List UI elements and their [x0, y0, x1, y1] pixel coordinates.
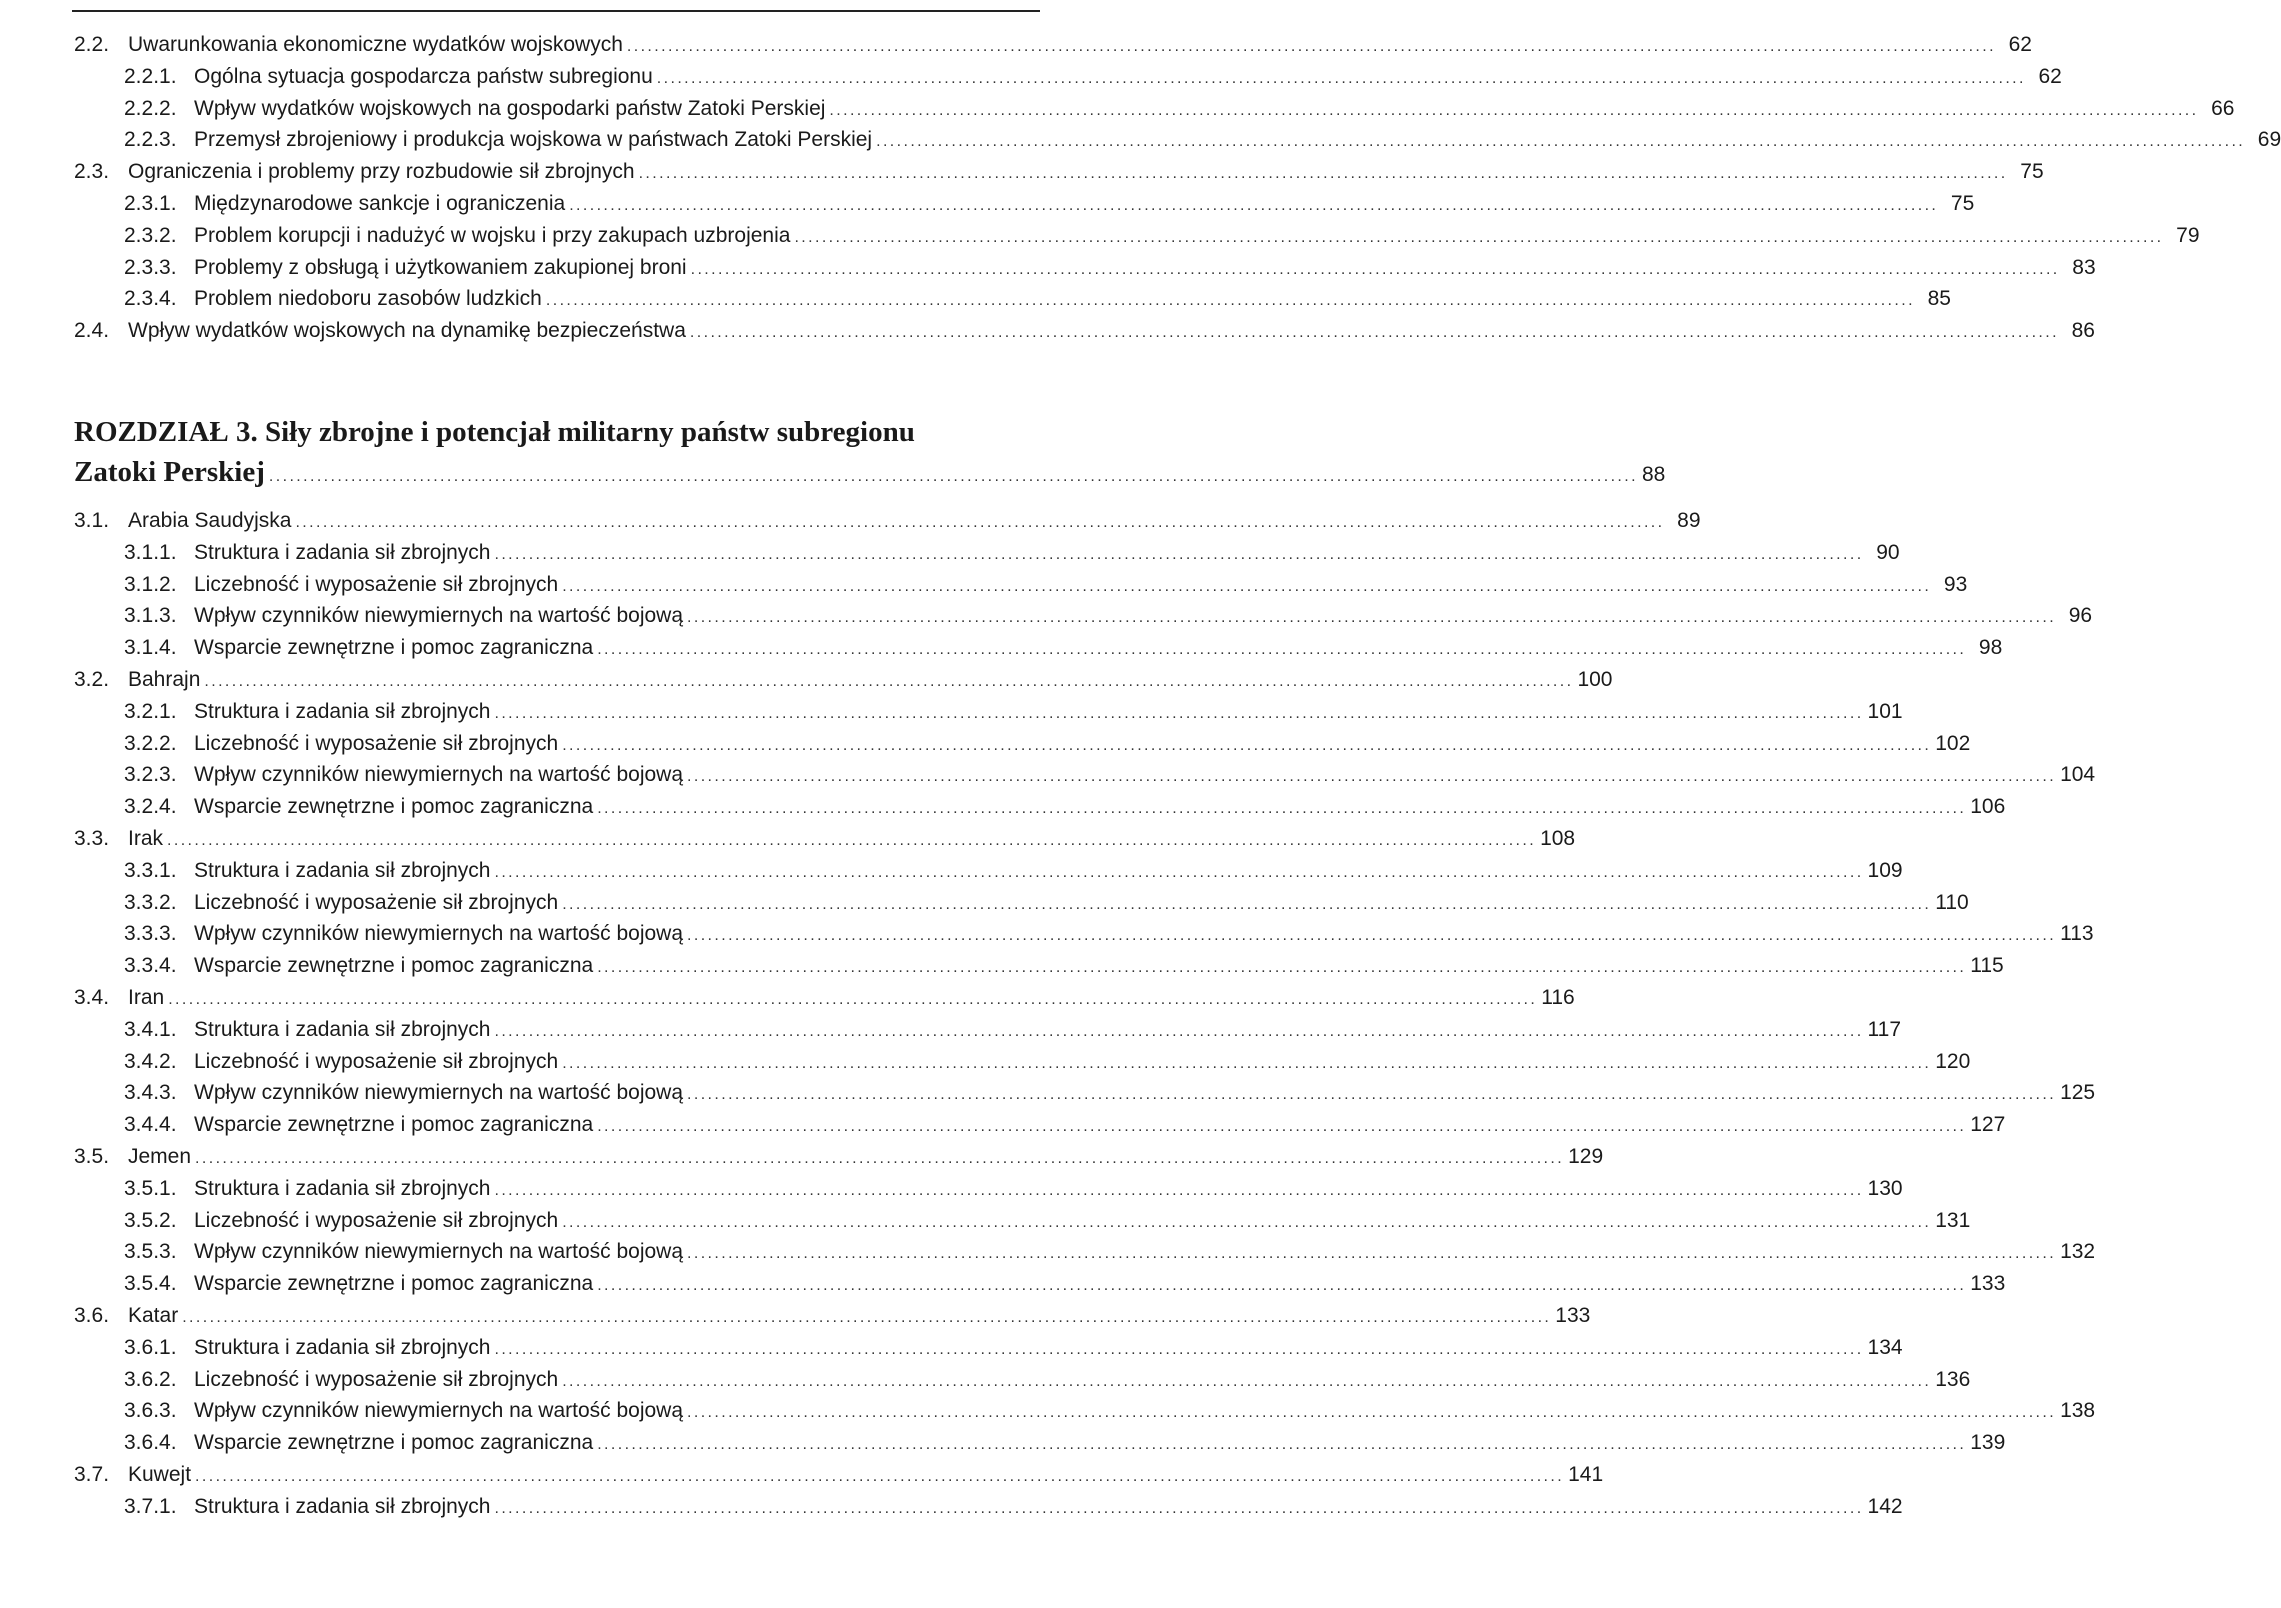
toc-subsection-entry — [124, 1333, 1903, 1363]
toc-entry-page-number: 75 — [1950, 192, 1975, 215]
toc-entry-number: 2.3.3. — [124, 255, 177, 279]
toc-entry-title: Wpływ czynników niewymiernych na wartość bojową — [194, 922, 684, 946]
toc-section-entry — [74, 506, 1701, 536]
toc-section-entry — [74, 157, 2044, 187]
toc-subsection-entry — [124, 125, 2281, 155]
toc-entry-title: Liczebność i wyposażenie sił zbrojnych — [194, 890, 559, 914]
toc-subsection-entry — [124, 62, 2062, 92]
dot-leader: ........................................................................................................................................................................................................ — [597, 1277, 1967, 1295]
toc-entry-title: Wsparcie zewnętrzne i pomoc zagraniczna — [194, 636, 594, 660]
toc-entry-page-number: 104 — [2060, 763, 2096, 787]
toc-entry-title: Struktura i zadania sił zbrojnych — [194, 1335, 491, 1359]
toc-subsection-entry — [124, 1174, 1903, 1204]
toc-subsection-entry — [124, 1428, 2006, 1458]
toc-entry-number: 3.6.1. — [124, 1335, 177, 1359]
toc-entry-page-number: 133 — [1970, 1272, 2006, 1296]
toc-entry-number: 2.3.1. — [124, 192, 177, 215]
toc-entry-number: 3.4.2. — [124, 1049, 177, 1073]
toc-entry-page-number: 117 — [1867, 1017, 1902, 1041]
toc-entry-title: Struktura i zadania sił zbrojnych — [194, 858, 491, 882]
toc-section-entry — [74, 30, 2032, 60]
toc-entry-title: Wpływ czynników niewymiernych na wartość bojową — [194, 1399, 684, 1423]
dot-leader: ........................................................................................................................................................................................................ — [829, 101, 2199, 119]
toc-entry-page-number: 86 — [2071, 319, 2095, 343]
toc-entry-page-number: 131 — [1935, 1208, 1971, 1232]
toc-entry-number: 3.5. — [74, 1145, 110, 1168]
toc-entry-page-number: 85 — [1927, 287, 1951, 311]
toc-entry-page-number: 96 — [2068, 604, 2093, 628]
toc-entry-number: 3.6.2. — [124, 1367, 177, 1391]
toc-entry-number: 3.1. — [74, 509, 110, 532]
dot-leader: ........................................................................................................................................................................................................ — [562, 1213, 1932, 1231]
toc-entry-number: 3.2.4. — [124, 795, 177, 819]
dot-leader: ........................................................................................................................................................................................................ — [687, 609, 2057, 627]
toc-entry-title: Iran — [128, 986, 165, 1009]
toc-entry-page-number: 134 — [1867, 1335, 1903, 1359]
toc-entry-title: Ograniczenia i problemy przy rozbudowie sił zbrojnych — [128, 160, 635, 184]
toc-entry-title: Irak — [128, 827, 164, 850]
dot-leader: ........................................................................................................................................................................................................ — [494, 1022, 1864, 1040]
toc-subsection-entry — [124, 1078, 2096, 1108]
toc-entry-title: Wsparcie zewnętrzne i pomoc zagraniczna — [194, 1272, 594, 1296]
toc-section-entry — [74, 983, 1575, 1013]
chapter-title-line2: Zatoki Perskiej — [74, 456, 265, 488]
toc-entry-title: Problemy z obsługą i użytkowaniem zakupionej broni — [194, 255, 687, 279]
dot-leader: ........................................................................................................................................................................................................ — [656, 69, 2026, 87]
toc-entry-number: 3.7. — [74, 1463, 110, 1486]
toc-entry-title: Wpływ czynników niewymiernych na wartość bojową — [194, 1240, 684, 1264]
toc-entry-number: 2.3.2. — [124, 223, 177, 247]
toc-entry-number: 3.4.3. — [124, 1081, 177, 1105]
toc-entry-number: 3.3.3. — [124, 922, 177, 946]
toc-entry-title: Struktura i zadania sił zbrojnych — [194, 1494, 491, 1518]
toc-subsection-entry — [124, 221, 2200, 251]
toc-entry-number: 2.2.1. — [124, 64, 177, 88]
toc-entry-page-number: 138 — [2060, 1399, 2096, 1423]
dot-leader: ........................................................................................................................................................................................................ — [876, 133, 2246, 151]
toc-subsection-entry — [124, 1396, 2096, 1426]
toc-entry-number: 3.1.3. — [124, 604, 177, 628]
toc-entry-page-number: 116 — [1541, 986, 1575, 1009]
dot-leader: ........................................................................................................................................................................................................ — [562, 736, 1932, 754]
dot-leader: ........................................................................................................................................................................................................ — [182, 1309, 1552, 1326]
toc-entry-title: Wsparcie zewnętrzne i pomoc zagraniczna — [194, 954, 594, 978]
toc-entry-page-number: 83 — [2072, 255, 2096, 279]
dot-leader: ........................................................................................................................................................................................................ — [204, 673, 1574, 690]
toc-entry-page-number: 109 — [1867, 858, 1903, 882]
dot-leader: ........................................................................................................................................................................................................ — [562, 1054, 1932, 1072]
toc-section-entry — [74, 316, 2095, 346]
toc-entry-number: 3.6.4. — [124, 1431, 177, 1455]
dot-leader: ........................................................................................................................................................................................................ — [195, 1150, 1565, 1167]
toc-entry-title: Wpływ wydatków wojskowych na dynamikę bezpieczeństwa — [128, 319, 686, 343]
toc-entry-page-number: 115 — [1970, 954, 2004, 978]
dot-leader: ........................................................................................................................................................................................................ — [689, 324, 2059, 342]
toc-entry-title: Wpływ czynników niewymiernych na wartość bojową — [194, 763, 684, 787]
toc-entry-title: Liczebność i wyposażenie sił zbrojnych — [194, 731, 559, 755]
toc-entry-number: 3.5.4. — [124, 1272, 177, 1296]
toc-entry-page-number: 125 — [2060, 1081, 2096, 1105]
toc-entry-number: 3.7.1. — [124, 1494, 177, 1518]
dot-leader: ........................................................................................................................................................................................................ — [562, 577, 1932, 595]
dot-leader: ........................................................................................................................................................................................................ — [195, 1468, 1565, 1485]
toc-entry-number: 3.4.1. — [124, 1017, 177, 1041]
dot-leader: ........................................................................................................................................................................................................ — [597, 641, 1967, 659]
chapter-title-line1: ROZDZIAŁ 3. Siły zbrojne i potencjał militarny państw subregionu — [74, 416, 915, 448]
toc-entry-title: Wpływ wydatków wojskowych na gospodarki państw Zatoki Perskiej — [194, 96, 826, 120]
toc-entry-number: 2.2.2. — [124, 96, 177, 120]
toc-entry-page-number: 142 — [1867, 1494, 1903, 1518]
toc-entry-page-number: 141 — [1568, 1463, 1604, 1486]
toc-entry-number: 3.1.4. — [124, 636, 177, 660]
toc-entry-title: Struktura i zadania sił zbrojnych — [194, 699, 491, 723]
toc-entry-number: 3.3.2. — [124, 890, 177, 914]
toc-subsection-entry — [124, 1015, 1902, 1045]
toc-entry-number: 3.3.4. — [124, 954, 177, 978]
toc-subsection-entry — [124, 284, 1951, 314]
dot-leader: ........................................................................................................................................................................................................ — [687, 1086, 2057, 1104]
dot-leader: ........................................................................................................................................................................................................ — [626, 38, 1996, 55]
toc-entry-page-number: 127 — [1970, 1113, 2006, 1137]
toc-subsection-entry — [124, 538, 1900, 568]
toc-entry-title: Wsparcie zewnętrzne i pomoc zagraniczna — [194, 795, 594, 819]
toc-entry-page-number: 136 — [1935, 1367, 1971, 1391]
dot-leader: ........................................................................................................................................................................................................ — [494, 545, 1864, 563]
toc-entry-page-number: 139 — [1970, 1431, 2006, 1455]
dot-leader: ........................................................................................................................................................................................................ — [569, 197, 1939, 214]
toc-section-entry — [74, 824, 1576, 854]
toc-entry-title: Problem korupcji i nadużyć w wojsku i przy zakupach uzbrojenia — [194, 223, 791, 247]
toc-entry-number: 3.5.3. — [124, 1240, 177, 1264]
toc-entry-title: Katar — [128, 1304, 179, 1327]
toc-entry-number: 2.3. — [74, 160, 110, 184]
dot-leader: ........................................................................................................................................................................................................ — [494, 863, 1864, 881]
toc-entry-number: 2.2. — [74, 33, 110, 56]
chapter-heading — [74, 412, 1666, 497]
toc-section-entry — [74, 665, 1613, 695]
toc-entry-page-number: 110 — [1935, 890, 1969, 914]
toc-entry-title: Wsparcie zewnętrzne i pomoc zagraniczna — [194, 1431, 594, 1455]
dot-leader: ........................................................................................................................................................................................................ — [494, 704, 1864, 722]
toc-entry-number: 3.5.1. — [124, 1176, 177, 1200]
toc-entry-title: Wpływ czynników niewymiernych na wartość bojową — [194, 1081, 684, 1105]
toc-entry-title: Wsparcie zewnętrzne i pomoc zagraniczna — [194, 1113, 594, 1137]
dot-leader: ........................................................................................................................................................................................................ — [687, 1404, 2057, 1422]
dot-leader: ........................................................................................................................................................................................................ — [687, 1245, 2057, 1263]
dot-leader: ........................................................................................................................................................................................................ — [597, 800, 1967, 818]
dot-leader: ........................................................................................................................................................................................................ — [597, 959, 1967, 977]
toc-entry-number: 3.2. — [74, 668, 110, 691]
dot-leader: ........................................................................................................................................................................................................ — [562, 895, 1932, 913]
toc-entry-page-number: 129 — [1568, 1145, 1604, 1168]
toc-entry-page-number: 130 — [1867, 1176, 1903, 1200]
toc-subsection-entry — [124, 601, 2093, 631]
toc-subsection-entry — [124, 1269, 2006, 1299]
toc-entry-page-number: 75 — [2020, 160, 2044, 184]
toc-subsection-entry — [124, 951, 2004, 981]
dot-leader: ........................................................................................................................................................................................................ — [794, 228, 2164, 246]
toc-entry-number: 3.1.1. — [124, 540, 177, 564]
toc-entry-title: Uwarunkowania ekonomiczne wydatków wojskowych — [128, 33, 623, 56]
toc-subsection-entry — [124, 189, 1975, 219]
dot-leader: ........................................................................................................................................................................................................ — [167, 832, 1537, 849]
dot-leader: ........................................................................................................................................................................................................ — [687, 927, 2057, 945]
dot-leader: ........................................................................................................................................................................................................ — [168, 991, 1538, 1008]
toc-subsection-entry — [124, 729, 1971, 759]
toc-subsection-entry — [124, 856, 1903, 886]
toc-entry-number: 3.6.3. — [124, 1399, 177, 1423]
toc-entry-number: 3.3.1. — [124, 858, 177, 882]
toc-entry-title: Przemysł zbrojeniowy i produkcja wojskowa w państwach Zatoki Perskiej — [194, 128, 873, 152]
toc-entry-number: 3.2.1. — [124, 699, 177, 723]
toc-entry-page-number: 79 — [2176, 223, 2200, 247]
toc-entry-title: Jemen — [128, 1145, 192, 1168]
toc-entry-title: Międzynarodowe sankcje i ograniczenia — [194, 192, 566, 215]
toc-subsection-entry — [124, 1492, 1903, 1522]
toc-entry-page-number: 106 — [1970, 795, 2006, 819]
toc-entry-number: 3.3. — [74, 827, 110, 850]
toc-section-entry — [74, 1460, 1604, 1490]
toc-entry-page-number: 62 — [2038, 64, 2062, 88]
dot-leader: ........................................................................................................................................................................................................ — [562, 1372, 1932, 1390]
toc-entry-page-number: 100 — [1577, 668, 1613, 691]
toc-entry-page-number: 90 — [1876, 540, 1900, 564]
chapter-page-number: 88 — [1641, 463, 1666, 486]
toc-entry-title: Ogólna sytuacja gospodarcza państw subregionu — [194, 64, 653, 88]
toc-subsection-entry — [124, 570, 1968, 600]
toc-entry-page-number: 93 — [1943, 572, 1968, 596]
toc-subsection-entry — [124, 1047, 1971, 1077]
toc-subsection-entry — [124, 253, 2096, 283]
toc-entry-number: 2.2.3. — [124, 128, 177, 152]
dot-leader: ........................................................................................................................................................................................................ — [597, 1118, 1967, 1136]
toc-subsection-entry — [124, 94, 2235, 124]
toc-subsection-entry — [124, 1110, 2006, 1140]
toc-entry-page-number: 66 — [2211, 96, 2235, 120]
toc-subsection-entry — [124, 1237, 2096, 1267]
toc-entry-number: 3.6. — [74, 1304, 110, 1327]
dot-leader: ........................................................................................................................................................................................................ — [638, 165, 2008, 183]
dot-leader: ........................................................................................................................................................................................................ — [597, 1436, 1967, 1454]
toc-entry-number: 3.5.2. — [124, 1208, 177, 1232]
toc-entry-page-number: 102 — [1935, 731, 1971, 755]
toc-entry-title: Problem niedoboru zasobów ludzkich — [194, 287, 542, 311]
toc-subsection-entry — [124, 1206, 1971, 1236]
toc-entry-title: Struktura i zadania sił zbrojnych — [194, 1176, 491, 1200]
toc-entry-title: Liczebność i wyposażenie sił zbrojnych — [194, 572, 559, 596]
toc-entry-number: 3.4.4. — [124, 1113, 177, 1137]
dot-leader: ........................................................................................................................................................................................................ — [545, 292, 1915, 310]
dot-leader: ........................................................................................................................................................................................................ — [494, 1499, 1864, 1517]
toc-entry-number: 2.3.4. — [124, 287, 177, 311]
toc-entry-page-number: 108 — [1540, 827, 1576, 850]
toc-entry-title: Kuwejt — [128, 1463, 192, 1486]
dot-leader: ........................................................................................................................................................................................................ — [690, 260, 2060, 278]
toc-entry-title: Arabia Saudyjska — [128, 509, 292, 532]
toc-entry-title: Struktura i zadania sił zbrojnych — [194, 540, 491, 564]
toc-entry-number: 3.1.2. — [124, 572, 177, 596]
dot-leader: ........................................................................................................................................................................................................ — [687, 768, 2057, 786]
toc-entry-title: Liczebność i wyposażenie sił zbrojnych — [194, 1049, 559, 1073]
toc-entry-page-number: 62 — [2008, 33, 2032, 56]
toc-subsection-entry — [124, 792, 2006, 822]
toc-entry-title: Wpływ czynników niewymiernych na wartość bojową — [194, 604, 684, 628]
dot-leader: ........................................................................................................................................................................................................ — [295, 514, 1665, 531]
toc-entry-page-number: 98 — [1978, 636, 2003, 660]
toc-subsection-entry — [124, 888, 1969, 918]
toc-entry-page-number: 89 — [1677, 509, 1701, 532]
toc-entry-number: 3.4. — [74, 986, 110, 1009]
top-rule — [72, 10, 1040, 12]
toc-entry-number: 3.2.3. — [124, 763, 177, 787]
toc-entry-page-number: 69 — [2257, 128, 2281, 152]
toc-entry-number: 2.4. — [74, 319, 110, 343]
toc-entry-page-number: 101 — [1867, 699, 1903, 723]
dot-leader: ........................................................................................................................................................................................................ — [268, 468, 1638, 485]
toc-entry-title: Struktura i zadania sił zbrojnych — [194, 1017, 491, 1041]
toc-entry-title: Liczebność i wyposażenie sił zbrojnych — [194, 1208, 559, 1232]
toc-entry-title: Bahrajn — [128, 668, 201, 691]
toc-entry-page-number: 120 — [1935, 1049, 1971, 1073]
toc-subsection-entry — [124, 1365, 1971, 1395]
toc-entry-page-number: 133 — [1555, 1304, 1591, 1327]
chapter-title-line2-row — [74, 452, 1666, 497]
toc-subsection-entry — [124, 760, 2096, 790]
dot-leader: ........................................................................................................................................................................................................ — [494, 1340, 1864, 1358]
toc-section-entry — [74, 1301, 1591, 1331]
toc-entry-page-number: 113 — [2060, 922, 2094, 946]
toc-subsection-entry — [124, 633, 2003, 663]
toc-entry-title: Liczebność i wyposażenie sił zbrojnych — [194, 1367, 559, 1391]
toc-subsection-entry — [124, 919, 2094, 949]
toc-entry-number: 3.2.2. — [124, 731, 177, 755]
toc-subsection-entry — [124, 697, 1903, 727]
toc-entry-page-number: 132 — [2060, 1240, 2096, 1264]
dot-leader: ........................................................................................................................................................................................................ — [494, 1181, 1864, 1199]
toc-section-entry — [74, 1142, 1604, 1172]
